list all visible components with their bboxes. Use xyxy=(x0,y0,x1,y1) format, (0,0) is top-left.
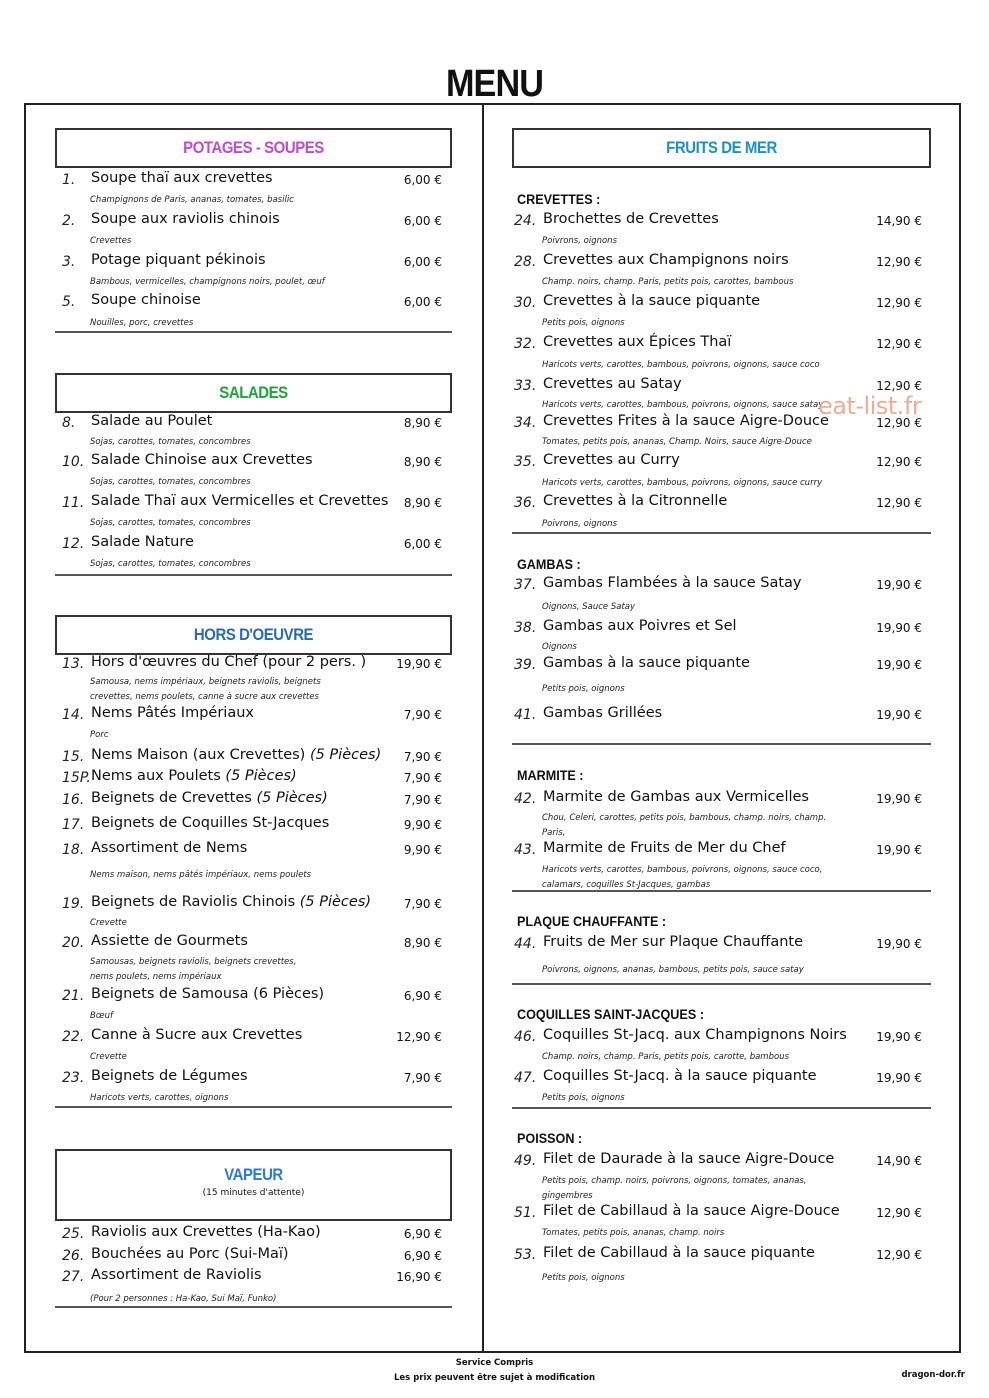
menu-item-name xyxy=(543,252,789,268)
menu-item-name xyxy=(91,654,366,670)
potages-bottom-line xyxy=(55,331,452,333)
menu-item-name xyxy=(543,493,727,509)
menu-item-description: Poivrons, oignons xyxy=(542,519,617,529)
menu-item-name xyxy=(91,894,371,910)
menu-item-title: Filet de Cabillaud à la sauce Aigre-Douce xyxy=(543,1203,840,1219)
menu-item-description: Petits pois, champ. noirs, poivrons, oignons, tomates, ananas, xyxy=(542,1176,807,1186)
menu-item-name xyxy=(91,790,328,806)
category-coquilles: COQUILLES SAINT-JACQUES : xyxy=(517,1006,704,1022)
item-number: 10. xyxy=(62,454,85,470)
menu-item-description: Crevette xyxy=(90,1052,127,1062)
menu-item-description: Haricots verts, carottes, bambous, poivrons, oignons, sauce curry xyxy=(542,478,823,488)
potages-header xyxy=(55,128,452,168)
menu-item-price: 12,90 € xyxy=(876,379,922,393)
fruits-header xyxy=(512,128,931,168)
menu-item-title: Coquilles St-Jacq. aux Champignons Noirs xyxy=(543,1027,847,1043)
menu-item-name xyxy=(543,618,737,634)
menu-item-description: Haricots verts, carottes, bambous, poivrons, oignons, sauce coco, xyxy=(542,865,823,875)
menu-item-description: Crevette xyxy=(90,918,127,928)
salades-header xyxy=(55,373,452,413)
menu-item-description: crevettes, nems poulets, canne à sucre aux crevettes xyxy=(90,692,319,702)
menu-item-quantity: (5 Pièces) xyxy=(256,790,328,806)
menu-item-name xyxy=(91,815,329,831)
menu-item-title: Beignets de Samousa (6 Pièces) xyxy=(91,986,325,1002)
footer-site: dragon-dor.fr xyxy=(901,1370,965,1380)
category-marmite: MARMITE : xyxy=(517,767,584,783)
menu-item-description: Champ. noirs, champ. Paris, petits pois, carottes, bambous xyxy=(542,277,794,287)
menu-item-title: Crevettes au Curry xyxy=(543,452,680,468)
menu-item-title: Gambas Flambées à la sauce Satay xyxy=(543,575,802,591)
menu-item-name xyxy=(543,211,719,227)
menu-item-title: Gambas Grillées xyxy=(543,705,663,721)
menu-item-name xyxy=(543,1203,840,1219)
menu-item-description: Bœuf xyxy=(90,1011,113,1021)
menu-item-title: Beignets de Raviolis Chinois xyxy=(91,894,296,910)
menu-item-title: Marmite de Gambas aux Vermicelles xyxy=(543,789,809,805)
item-number: 47. xyxy=(514,1070,537,1086)
item-number: 34. xyxy=(514,415,537,431)
menu-item-title: Crevettes à la Citronnelle xyxy=(543,493,728,509)
menu-item-name xyxy=(91,1068,248,1084)
menu-item-name xyxy=(543,1151,834,1167)
menu-item-price: 7,90 € xyxy=(403,708,442,722)
item-number: 37. xyxy=(514,577,537,593)
marmite-bottom-line xyxy=(512,890,931,892)
item-number: 24. xyxy=(514,213,537,229)
menu-item-description: Oignons, Sauce Satay xyxy=(542,602,636,612)
menu-item-price: 12,90 € xyxy=(876,296,922,310)
menu-item-price: 12,90 € xyxy=(876,1248,922,1262)
menu-item-description: Porc xyxy=(90,730,109,740)
menu-item-title: Soupe chinoise xyxy=(91,292,201,308)
menu-item-price: 12,90 € xyxy=(876,1206,922,1220)
menu-item-price: 19,90 € xyxy=(876,1071,922,1085)
item-number: 32. xyxy=(514,336,537,352)
menu-item-title: Marmite de Fruits de Mer du Chef xyxy=(543,840,786,856)
menu-item-description: Tomates, petits pois, ananas, Champ. Noirs, sauce Aigre-Douce xyxy=(542,437,812,447)
menu-item-price: 12,90 € xyxy=(876,337,922,351)
menu-item-price: 6,00 € xyxy=(403,295,442,309)
menu-item-description: Haricots verts, carottes, oignons xyxy=(90,1093,229,1103)
menu-item-name xyxy=(91,705,254,721)
menu-item-price: 19,90 € xyxy=(876,937,922,951)
hors-bottom-line xyxy=(55,1106,452,1108)
menu-item-description: Crevettes xyxy=(90,236,132,246)
item-number: 16. xyxy=(62,792,85,808)
menu-item-price: 6,00 € xyxy=(403,214,442,228)
menu-item-title: Hors d'œuvres du Chef (pour 2 pers. ) xyxy=(91,654,367,670)
menu-item-title: Raviolis aux Crevettes (Ha-Kao) xyxy=(91,1224,321,1240)
menu-item-price: 8,90 € xyxy=(403,496,442,510)
menu-item-title: Salade au Poulet xyxy=(91,413,213,429)
menu-item-title: Salade Nature xyxy=(91,534,194,550)
footer-service: Service Compris xyxy=(455,1358,534,1368)
item-number: 8. xyxy=(62,415,76,431)
hors-title: HORS D'OEUVRE xyxy=(193,625,314,644)
menu-item-title: Assortiment de Raviolis xyxy=(91,1267,262,1283)
menu-item-title: Filet de Cabillaud à la sauce piquante xyxy=(543,1245,815,1261)
menu-item-description: (Pour 2 personnes : Ha-Kao, Sui Maï, Funko) xyxy=(90,1294,277,1304)
menu-item-name xyxy=(91,747,381,763)
menu-item-price: 6,00 € xyxy=(403,173,442,187)
item-number: 23. xyxy=(62,1070,85,1086)
menu-item-title: Nems Maison (aux Crevettes) xyxy=(91,747,306,763)
menu-item-title: Bouchées au Porc (Sui-Maï) xyxy=(91,1246,289,1262)
menu-item-description: Sojas, carottes, tomates, concombres xyxy=(90,477,251,487)
item-number: 42. xyxy=(514,791,537,807)
salades-title: SALADES xyxy=(219,383,288,402)
menu-item-price: 19,90 € xyxy=(876,621,922,635)
menu-item-name xyxy=(543,452,680,468)
menu-item-description: Samousa, nems impériaux, beignets raviolis, beignets xyxy=(90,677,321,687)
fruits-title: FRUITS DE MER xyxy=(666,138,777,157)
menu-item-description: Tomates, petits pois, ananas, champ. noirs xyxy=(542,1228,725,1238)
item-number: 44. xyxy=(514,936,537,952)
menu-item-price: 14,90 € xyxy=(876,214,922,228)
menu-item-price: 12,90 € xyxy=(396,1030,442,1044)
menu-item-price: 6,90 € xyxy=(403,989,442,1003)
vapeur-title: VAPEUR xyxy=(224,1165,283,1184)
menu-item-name xyxy=(543,655,750,671)
plaque-bottom-line xyxy=(512,983,931,985)
menu-item-name xyxy=(543,934,803,950)
menu-item-price: 7,90 € xyxy=(403,1071,442,1085)
menu-item-price: 14,90 € xyxy=(876,1154,922,1168)
menu-item-description: Haricots verts, carottes, bambous, poivrons, oignons, sauce coco xyxy=(542,360,820,370)
menu-item-title: Gambas à la sauce piquante xyxy=(543,655,750,671)
menu-item-price: 6,90 € xyxy=(403,1227,442,1241)
category-crevettes: CREVETTES : xyxy=(517,191,601,207)
item-number: 11. xyxy=(62,495,85,511)
column-divider xyxy=(482,103,484,1353)
item-number: 33. xyxy=(514,378,537,394)
item-number: 3. xyxy=(62,254,76,270)
menu-item-price: 6,90 € xyxy=(403,1249,442,1263)
item-number: 12. xyxy=(62,536,85,552)
menu-item-price: 8,90 € xyxy=(403,416,442,430)
menu-item-price: 19,90 € xyxy=(876,792,922,806)
gambas-bottom-line xyxy=(512,743,931,745)
item-number: 20. xyxy=(62,935,85,951)
hors-header xyxy=(55,615,452,655)
menu-item-price: 6,00 € xyxy=(403,537,442,551)
menu-item-name xyxy=(91,292,201,308)
menu-item-title: Beignets de Légumes xyxy=(91,1068,248,1084)
menu-item-title: Crevettes aux Épices Thaï xyxy=(543,334,732,350)
menu-item-price: 9,90 € xyxy=(403,843,442,857)
menu-item-price: 12,90 € xyxy=(876,255,922,269)
menu-item-title: Assortiment de Nems xyxy=(91,840,248,856)
menu-item-description: Nouilles, porc, crevettes xyxy=(90,318,194,328)
item-number: 30. xyxy=(514,295,537,311)
menu-item-title: Beignets de Crevettes xyxy=(91,790,252,806)
vapeur-bottom-line xyxy=(55,1306,452,1308)
menu-item-name xyxy=(543,789,809,805)
menu-item-description: Samousas, beignets raviolis, beignets crevettes, xyxy=(90,957,297,967)
item-number: 38. xyxy=(514,620,537,636)
item-number: 49. xyxy=(514,1153,537,1169)
menu-item-price: 19,90 € xyxy=(876,1030,922,1044)
menu-item-name xyxy=(91,1267,262,1283)
menu-item-price: 16,90 € xyxy=(396,1270,442,1284)
item-number: 13. xyxy=(62,656,85,672)
menu-item-quantity: (5 Pièces) xyxy=(309,747,382,763)
coquilles-bottom-line xyxy=(512,1107,931,1109)
item-number: 1. xyxy=(62,172,76,188)
potages-title: POTAGES - SOUPES xyxy=(183,138,324,157)
menu-item-title: Salade Chinoise aux Crevettes xyxy=(91,452,313,468)
item-number: 51. xyxy=(514,1205,537,1221)
menu-item-title: Crevettes au Satay xyxy=(543,376,682,392)
menu-item-name xyxy=(91,211,280,227)
menu-item-price: 7,90 € xyxy=(403,750,442,764)
menu-item-title: Canne à Sucre aux Crevettes xyxy=(91,1027,303,1043)
menu-item-description: nems poulets, nems impériaux xyxy=(90,972,222,982)
menu-item-title: Nems Pâtés Impériaux xyxy=(91,705,254,721)
menu-item-title: Soupe aux raviolis chinois xyxy=(91,211,280,227)
footer-notes xyxy=(0,1356,989,1386)
menu-item-description: Champignons de Paris, ananas, tomates, basilic xyxy=(90,195,294,205)
menu-item-name xyxy=(91,493,388,509)
menu-item-title: Soupe thaï aux crevettes xyxy=(91,170,273,186)
menu-item-price: 19,90 € xyxy=(876,658,922,672)
vapeur-note: (15 minutes d'attente) xyxy=(202,1188,305,1198)
watermark: eat-list.fr xyxy=(818,392,922,420)
item-number: 26. xyxy=(62,1248,85,1264)
menu-item-title: Filet de Daurade à la sauce Aigre-Douce xyxy=(543,1151,835,1167)
menu-item-name xyxy=(91,1027,302,1043)
menu-item-title: Fruits de Mer sur Plaque Chauffante xyxy=(543,934,804,950)
menu-item-price: 19,90 € xyxy=(876,578,922,592)
menu-item-description: Sojas, carottes, tomates, concombres xyxy=(90,437,251,447)
item-number: 41. xyxy=(514,707,537,723)
menu-item-description: Champ. noirs, champ. Paris, petits pois, carotte, bambous xyxy=(542,1052,790,1062)
menu-item-description: Poivrons, oignons, ananas, bambous, petits pois, sauce satay xyxy=(542,965,804,975)
menu-item-price: 12,90 € xyxy=(876,455,922,469)
menu-item-price: 7,90 € xyxy=(403,793,442,807)
menu-item-name xyxy=(543,705,662,721)
menu-item-title: Coquilles St-Jacq. à la sauce piquante xyxy=(543,1068,817,1084)
menu-item-name xyxy=(91,252,266,268)
menu-item-price: 19,90 € xyxy=(396,657,442,671)
menu-item-name xyxy=(91,452,313,468)
item-number: 46. xyxy=(514,1029,537,1045)
menu-item-name xyxy=(91,933,248,949)
menu-item-description: Petits pois, oignons xyxy=(542,1093,625,1103)
menu-item-price: 9,90 € xyxy=(403,818,442,832)
menu-item-description: Petits pois, oignons xyxy=(542,684,625,694)
menu-item-name xyxy=(91,768,297,784)
category-poisson: POISSON : xyxy=(517,1130,583,1146)
menu-item-description: Paris, xyxy=(542,828,566,838)
menu-item-name xyxy=(543,293,760,309)
item-number: 19. xyxy=(62,896,85,912)
item-number: 39. xyxy=(514,657,537,673)
item-number: 5. xyxy=(62,294,76,310)
menu-item-name xyxy=(91,534,194,550)
menu-item-title: Crevettes Frites à la sauce Aigre-Douce xyxy=(543,413,829,429)
category-plaque: PLAQUE CHAUFFANTE : xyxy=(517,913,667,929)
menu-item-name xyxy=(543,334,731,350)
menu-item-title: Salade Thaï aux Vermicelles et Crevettes xyxy=(91,493,389,509)
item-number: 28. xyxy=(514,254,537,270)
menu-item-title: Assiette de Gourmets xyxy=(91,933,248,949)
menu-item-quantity: (5 Pièces) xyxy=(225,768,297,784)
item-number: 15. xyxy=(62,749,85,765)
menu-item-description: Bambous, vermicelles, champignons noirs, poulet, œuf xyxy=(90,277,325,287)
item-number: 2. xyxy=(62,213,76,229)
menu-item-description: Sojas, carottes, tomates, concombres xyxy=(90,559,251,569)
menu-item-name xyxy=(91,413,212,429)
menu-item-title: Crevettes à la sauce piquante xyxy=(543,293,761,309)
menu-item-name xyxy=(91,840,247,856)
menu-item-description: Sojas, carottes, tomates, concombres xyxy=(90,518,251,528)
item-number: 21. xyxy=(62,988,85,1004)
item-number: 14. xyxy=(62,707,85,723)
page-title: MENU xyxy=(445,63,544,105)
item-number: 15P. xyxy=(62,770,91,786)
vapeur-header xyxy=(55,1149,452,1221)
menu-item-description: Nems maison, nems pâtés impériaux, nems poulets xyxy=(90,870,312,880)
menu-item-description: Petits pois, oignons xyxy=(542,1273,625,1283)
menu-item-name xyxy=(543,1027,847,1043)
item-number: 22. xyxy=(62,1029,85,1045)
menu-item-price: 12,90 € xyxy=(876,496,922,510)
crevettes-bottom-line xyxy=(512,532,931,534)
menu-item-title: Potage piquant pékinois xyxy=(91,252,266,268)
menu-item-title: Nems aux Poulets xyxy=(91,768,221,784)
menu-item-title: Beignets de Coquilles St-Jacques xyxy=(91,815,330,831)
menu-item-price: 19,90 € xyxy=(876,708,922,722)
menu-item-price: 6,00 € xyxy=(403,255,442,269)
menu-item-price: 8,90 € xyxy=(403,455,442,469)
menu-item-name xyxy=(543,1245,815,1261)
item-number: 36. xyxy=(514,495,537,511)
menu-item-description: Poivrons, oignons xyxy=(542,236,617,246)
menu-item-name xyxy=(543,376,682,392)
menu-item-name xyxy=(91,1224,321,1240)
menu-item-price: 12,90 € xyxy=(876,416,922,430)
menu-item-price: 8,90 € xyxy=(403,936,442,950)
salades-bottom-line xyxy=(55,574,452,576)
menu-item-name xyxy=(543,1068,817,1084)
menu-item-price: 7,90 € xyxy=(403,897,442,911)
footer-prices-note: Les prix peuvent être sujet à modification xyxy=(394,1373,595,1383)
item-number: 17. xyxy=(62,817,85,833)
menu-item-name xyxy=(543,575,801,591)
menu-item-description: Chou, Celeri, carottes, petits pois, bambous, champ. noirs, champ. xyxy=(542,813,827,823)
menu-item-title: Gambas aux Poivres et Sel xyxy=(543,618,737,634)
item-number: 35. xyxy=(514,454,537,470)
menu-item-description: Petits pois, oignons xyxy=(542,318,625,328)
item-number: 25. xyxy=(62,1226,85,1242)
menu-item-description: gingembres xyxy=(542,1191,593,1201)
menu-item-quantity: (5 Pièces) xyxy=(299,894,372,910)
category-gambas: GAMBAS : xyxy=(517,556,581,572)
menu-item-name xyxy=(543,413,829,429)
menu-item-description: Oignons xyxy=(542,642,577,652)
menu-item-description: Haricots verts, carottes, bambous, poivrons, oignons, sauce satay xyxy=(542,400,824,410)
item-number: 43. xyxy=(514,842,537,858)
menu-item-title: Crevettes aux Champignons noirs xyxy=(543,252,789,268)
item-number: 53. xyxy=(514,1247,537,1263)
menu-item-name xyxy=(91,170,273,186)
menu-item-name xyxy=(543,840,786,856)
item-number: 18. xyxy=(62,842,85,858)
menu-item-description: calamars, coquilles St-Jacques, gambas xyxy=(542,880,711,890)
menu-item-price: 19,90 € xyxy=(876,843,922,857)
menu-item-title: Brochettes de Crevettes xyxy=(543,211,719,227)
menu-item-price: 7,90 € xyxy=(403,771,442,785)
menu-item-name xyxy=(91,986,324,1002)
menu-item-name xyxy=(91,1246,289,1262)
item-number: 27. xyxy=(62,1269,85,1285)
